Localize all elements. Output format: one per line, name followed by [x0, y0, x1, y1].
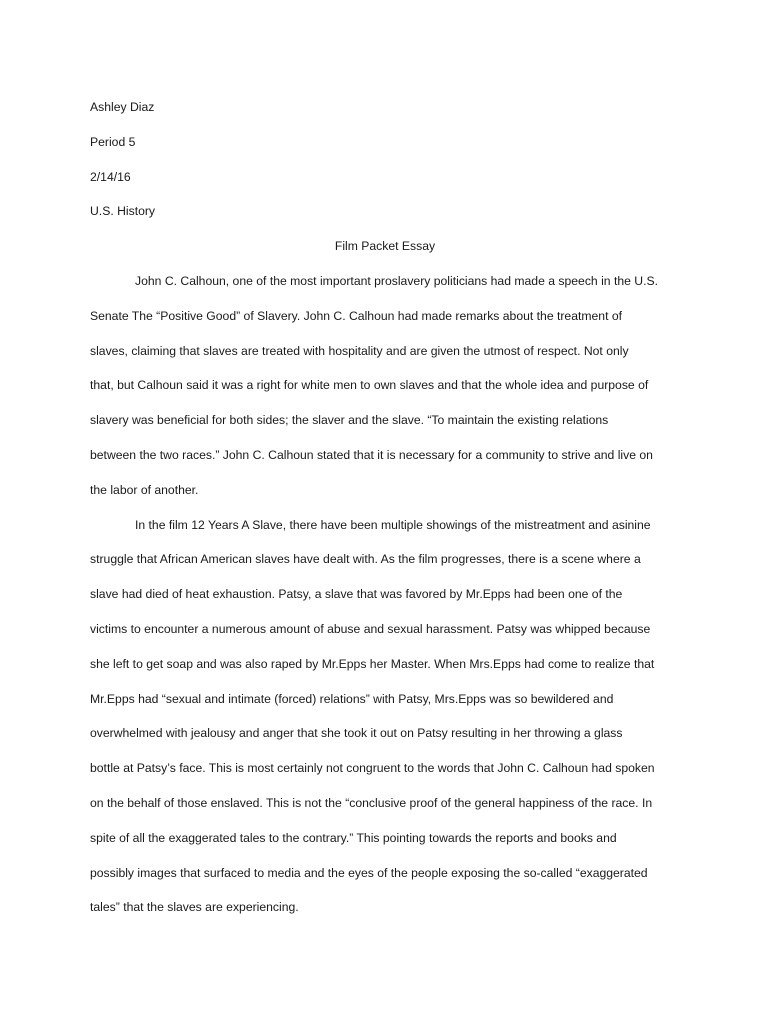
paragraph-line: struggle that African American slaves have dealt with. As the film progresses, there is a scene where a: [90, 552, 641, 567]
paragraph-line: she left to get soap and was also raped by Mr.Epps her Master. When Mrs.Epps had come to realize that: [90, 656, 655, 671]
document-body: [90, 90, 680, 925]
paragraph-line: In the film 12 Years A Slave, there have been multiple showings of the mistreatment and asinine: [135, 517, 651, 532]
paragraph-1: [90, 264, 680, 508]
paragraph-line: tales” that the slaves are experiencing.: [90, 900, 299, 915]
paragraph-line: bottle at Patsy’s face. This is most certainly not congruent to the words that John C. Calhoun had spoken: [90, 761, 655, 776]
essay-title: Film Packet Essay: [334, 239, 436, 254]
paragraph-line: spite of all the exaggerated tales to the contrary.” This pointing towards the reports and books and: [90, 830, 617, 845]
paragraph-line: on the behalf of those enslaved. This is not the “conclusive proof of the general happiness of the race. In: [90, 795, 653, 810]
paragraph-2: [90, 508, 680, 926]
paragraph-line: the labor of another.: [90, 482, 199, 497]
heading-block: [90, 90, 680, 229]
paragraph-line: slave had died of heat exhaustion. Patsy, a slave that was favored by Mr.Epps had been one of the: [90, 587, 623, 602]
paragraph-line: slavery was beneficial for both sides; the slaver and the slave. “To maintain the existing relations: [90, 413, 609, 428]
paragraph-line: possibly images that surfaced to media and the eyes of the people exposing the so-called “exaggerated: [90, 865, 648, 880]
paragraph-line: between the two races.” John C. Calhoun stated that it is necessary for a community to strive and live on: [90, 447, 653, 462]
course-name: U.S. History: [90, 204, 156, 219]
class-period: Period 5: [90, 134, 136, 149]
paragraph-line: that, but Calhoun said it was a right for white men to own slaves and that the whole idea and purpose of: [90, 378, 649, 393]
essay-date: 2/14/16: [90, 169, 131, 184]
paragraph-line: John C. Calhoun, one of the most important proslavery politicians had made a speech in the U.S.: [135, 273, 658, 288]
paragraph-line: Senate The “Positive Good” of Slavery. John C. Calhoun had made remarks about the treatment of: [90, 308, 623, 323]
paragraph-line: slaves, claiming that slaves are treated with hospitality and are given the utmost of respect. Not only: [90, 343, 629, 358]
paragraph-line: overwhelmed with jealousy and anger that she took it out on Patsy resulting in her throwing a glass: [90, 726, 623, 741]
author-name: Ashley Diaz: [90, 100, 155, 114]
paragraph-line: Mr.Epps had “sexual and intimate (forced) relations” with Patsy, Mrs.Epps was so bewildered and: [90, 691, 614, 706]
paragraph-line: victims to encounter a numerous amount of abuse and sexual harassment. Patsy was whipped because: [90, 621, 651, 636]
